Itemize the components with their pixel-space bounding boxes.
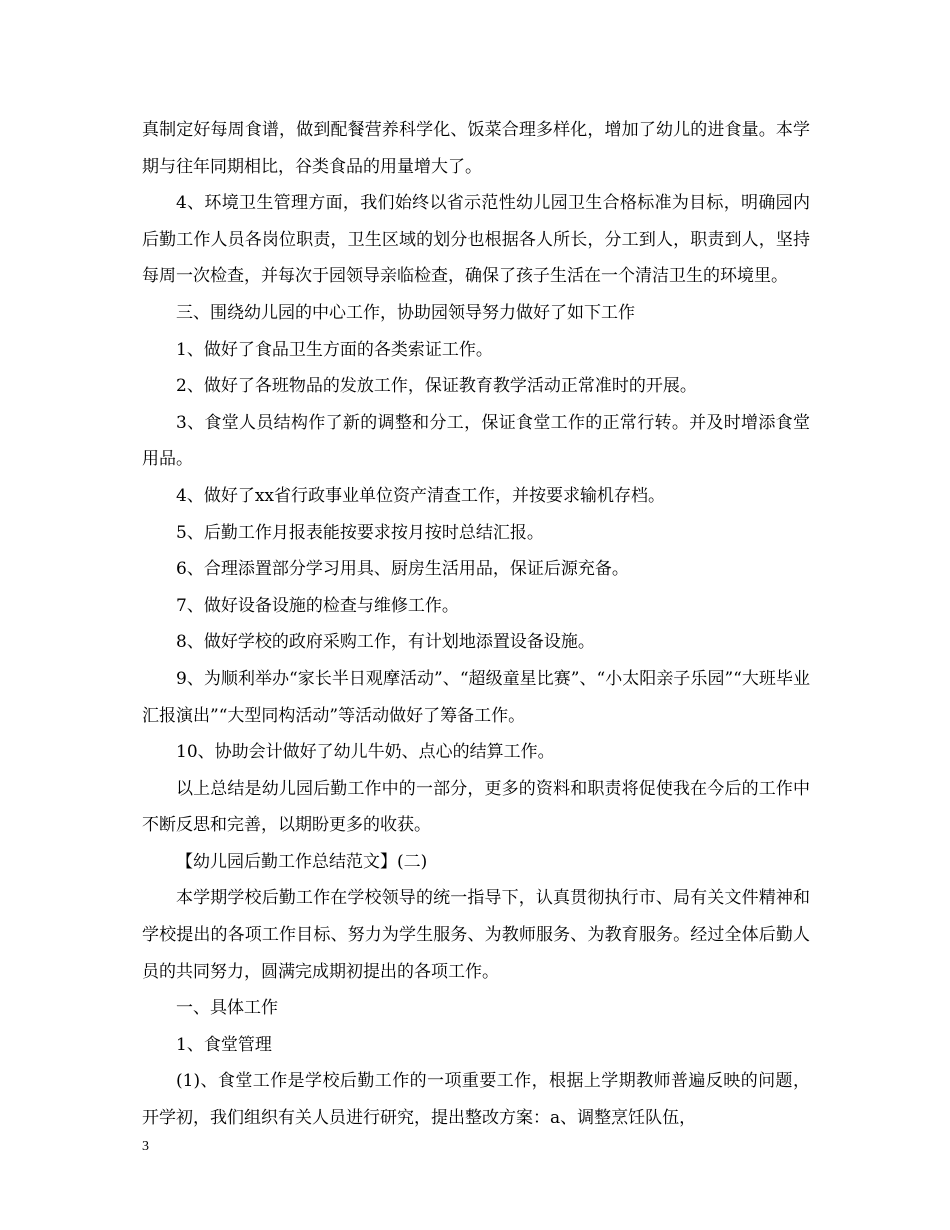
list-item-9: 9、为顺利举办“家长半日观摩活动”、“超级童星比赛”、“小太阳亲子乐园”“大班毕业汇报演出”“大型同构活动”等活动做好了筹备工作。	[142, 668, 810, 726]
list-item-6: 6、合理添置部分学习用具、厨房生活用品，保证后源充备。	[176, 559, 629, 580]
section-title-2: 【幼儿园后勤工作总结范文】(二)	[176, 851, 428, 872]
list-item-10: 10、协助会计做好了幼儿牛奶、点心的结算工作。	[176, 742, 555, 763]
list-item-5: 5、后勤工作月报表能按要求按月按时总结汇报。	[176, 522, 544, 543]
heading-canteen-management: 1、食堂管理	[176, 1034, 272, 1055]
page-number: 3	[142, 1139, 149, 1154]
heading-specific-work: 一、具体工作	[176, 998, 278, 1019]
list-item-3: 3、食堂人员结构作了新的调整和分工，保证食堂工作的正常行转。并及时增添食堂用品。	[142, 412, 810, 470]
list-item-2: 2、做好了各班物品的发放工作，保证教育教学活动正常准时的开展。	[176, 376, 697, 397]
intro-paragraph-2: 本学期学校后勤工作在学校领导的统一指导下，认真贯彻执行市、局有关文件精神和学校提出的各项工作目标、努力为学生服务、为教师服务、为教育服务。经过全体后勤人员的共同努力，圆满完成期初提出的各项工作。	[142, 888, 810, 982]
canteen-paragraph-1: (1)、食堂工作是学校后勤工作的一项重要工作，根据上学期教师普遍反映的问题，开学初，我们组织有关人员进行研究，提出整改方案：a、调整烹饪队伍，	[142, 1071, 810, 1129]
paragraph-2: 4、环境卫生管理方面，我们始终以省示范性幼儿园卫生合格标准为目标，明确园内后勤工作人员各岗位职责，卫生区域的划分也根据各人所长，分工到人，职责到人，坚持每周一次检查，并每次于园领导亲临检查，确保了孩子生活在一个清洁卫生的环境里。	[142, 193, 810, 287]
list-item-7: 7、做好设备设施的检查与维修工作。	[176, 595, 459, 616]
document-body	[142, 112, 810, 1137]
list-item-8: 8、做好学校的政府采购工作，有计划地添置设备设施。	[176, 632, 595, 653]
section-heading-3: 三、围绕幼儿园的中心工作，协助园领导努力做好了如下工作	[176, 302, 635, 323]
summary-paragraph: 以上总结是幼儿园后勤工作中的一部分，更多的资料和职责将促使我在今后的工作中不断反思和完善，以期盼更多的收获。	[142, 778, 810, 836]
paragraph-1: 真制定好每周食谱，做到配餐营养科学化、饭菜合理多样化，增加了幼儿的进食量。本学期与往年同期相比，谷类食品的用量增大了。	[142, 120, 810, 177]
list-item-1: 1、做好了食品卫生方面的各类索证工作。	[176, 339, 493, 360]
list-item-4: 4、做好了xx省行政事业单位资产清查工作，并按要求输机存档。	[176, 485, 665, 506]
